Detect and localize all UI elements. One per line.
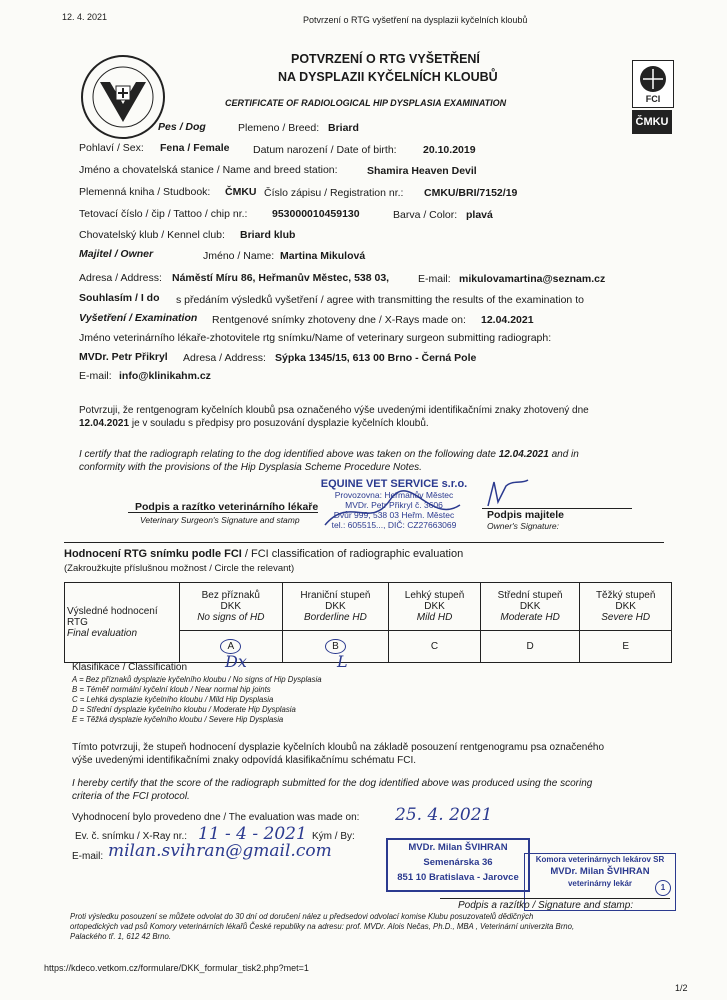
grade-d: D xyxy=(526,641,534,652)
col-header-a xyxy=(180,583,283,631)
xray-nr-value[interactable]: 11 - 4 - 2021 xyxy=(198,824,307,844)
grade-cell-b[interactable] xyxy=(282,631,389,663)
owner-section-heading: Majitel / Owner xyxy=(79,248,154,260)
evaluation-heading-rest: / FCI classification of radiographic evaluation xyxy=(244,548,464,560)
fci-logo-text: FCI xyxy=(645,94,661,104)
final-evaluation-rtg: RTG xyxy=(67,617,88,628)
xray-made-label: Rentgenové snímky zhotoveny dne / X-Rays made on: xyxy=(212,314,466,326)
fci-logo xyxy=(632,60,674,108)
grade-e: E xyxy=(622,641,630,652)
grade-cell-e[interactable] xyxy=(580,631,672,663)
evaluation-made-on-label: Vyhodnocení bylo provedeno dne / The evaluation was made on: xyxy=(72,812,360,823)
col-a-cz: Bez příznaků xyxy=(201,590,260,601)
evaluation-heading-bold: Hodnocení RTG snímku podle FCI xyxy=(64,548,242,560)
club-value: Briard klub xyxy=(240,229,296,241)
final-certify-cz-line2: výše uvedenými identifikačními znaky odpovídá klasifikačnímu schématu FCI. xyxy=(72,755,417,766)
evaluator-email-label: E-mail: xyxy=(72,851,104,862)
studbook-value: ČMKU xyxy=(225,186,257,198)
vet-stamp-line4: Dvůr 999, 538 03 Heřm. Městec xyxy=(333,510,455,520)
certify-en-line2: conformity with the provisions of the Hip Dysplasia Scheme Procedure Notes. xyxy=(79,462,422,473)
xray-nr-label: Ev. č. snímku / X-Ray nr.: xyxy=(75,831,188,842)
owner-name-value: Martina Mikulová xyxy=(280,250,366,262)
col-e-en: Severe HD xyxy=(601,612,651,623)
classification-item: E = Těžká dysplazie kyčelního kloubu / Severe Hip Dysplasia xyxy=(72,715,284,724)
sex-label: Pohlaví / Sex: xyxy=(79,142,144,154)
xray-made-date: 12.04.2021 xyxy=(481,314,534,326)
evaluator-signature-line xyxy=(440,898,670,899)
evaluation-divider xyxy=(64,542,664,543)
final-certify-en-line1: I hereby certify that the score of the radiograph submitted for the dog identified above was produced using the scoring xyxy=(72,778,593,789)
owner-email-value: mikulovamartina@seznam.cz xyxy=(459,273,606,285)
chip-label: Tetovací číslo / čip / Tattoo / chip nr.: xyxy=(79,208,248,220)
studbook-label: Plemenná kniha / Studbook: xyxy=(79,186,211,198)
club-label: Chovatelský klub / Kennel club: xyxy=(79,229,225,241)
owner-signature-scribble xyxy=(482,476,532,512)
col-header-b xyxy=(282,583,389,631)
owner-address-label: Adresa / Address: xyxy=(79,272,162,284)
consent-text: s předáním výsledků vyšetření / agree with transmitting the results of the examination to xyxy=(176,294,584,306)
evaluator-stamp-line1: MVDr. Milan ŠVIHRAN xyxy=(408,842,508,853)
appeal-footnote xyxy=(70,912,670,942)
appeal-footnote-line3: Palackého tř. 1, 612 42 Brno. xyxy=(70,932,171,941)
cmku-logo: ČMKU xyxy=(632,110,672,134)
col-c-cz: Lehký stupeň xyxy=(404,590,465,601)
evaluator-signature-label: Podpis a razítko / Signature and stamp: xyxy=(458,900,634,911)
certify-en-date: 12.04.2021 xyxy=(498,449,549,460)
vet-name-value: MVDr. Petr Přikryl xyxy=(79,351,168,363)
certify-en-text: I certify that the radiograph relating to the dog identified above was taken on the following date xyxy=(79,449,496,460)
dog-section-heading: Pes / Dog xyxy=(158,121,206,133)
col-d-en: Moderate HD xyxy=(500,612,560,623)
certify-cz-date: 12.04.2021 xyxy=(79,418,130,429)
appeal-footnote-line2: ortopedických vad psů Komory veterinárních lékařů České republiky na adresu: prof. MVDr. Alois Nečas, Ph.D., MBA , Veterinární univerzita Brno, xyxy=(70,922,575,931)
sk-stamp-line3: veterinárny lekár xyxy=(567,879,633,888)
final-evaluation-header xyxy=(65,583,180,663)
col-b-dkk: DKK xyxy=(325,601,346,612)
owner-signature-label-en: Owner's Signature: xyxy=(487,521,560,531)
breed-value: Briard xyxy=(328,122,359,134)
evaluator-stamp-line2: Semenárska 36 xyxy=(423,857,493,868)
vet-address-value: Sýpka 1345/15, 613 00 Brno - Černá Pole xyxy=(275,352,477,364)
evaluator-stamp-line3: 851 10 Bratislava - Jarovce xyxy=(397,872,519,883)
vet-name-label: Jméno veterinárního lékaře-zhotovitele rtg snímku/Name of veterinary surgeon submitting radiograph: xyxy=(79,332,552,344)
col-header-e xyxy=(580,583,672,631)
col-e-dkk: DKK xyxy=(615,601,636,612)
sk-stamp-line1: Komora veterinárnych lekárov SR xyxy=(535,855,665,864)
vet-stamp-line3: MVDr. Petr Přikryl č. 3606 xyxy=(345,500,443,510)
vet-email-label: E-mail: xyxy=(79,370,112,382)
handwritten-l: L xyxy=(337,652,348,671)
evaluation-heading xyxy=(64,548,463,560)
registration-label: Číslo zápisu / Registration nr.: xyxy=(264,187,404,199)
print-footer-url[interactable]: https://kdeco.vetkom.cz/formulare/DKK_formular_tisk2.php?met=1 xyxy=(44,963,309,973)
col-a-dkk: DKK xyxy=(220,601,242,612)
classification-list xyxy=(72,675,322,725)
print-header-title: Potvrzení o RTG vyšetření na dysplazii kyčelních kloubů xyxy=(303,15,528,25)
evaluation-made-on-value[interactable]: 25. 4. 2021 xyxy=(395,805,493,825)
dog-name-value: Shamira Heaven Devil xyxy=(367,165,477,177)
evaluation-table xyxy=(64,582,672,663)
col-a-en: No signs of HD xyxy=(197,612,265,623)
title-line1: POTVRZENÍ O RTG VYŠETŘENÍ xyxy=(291,52,480,66)
certify-cz-line2 xyxy=(79,418,429,429)
sk-stamp-line2: MVDr. Milan ŠVIHRAN xyxy=(550,866,650,877)
col-header-c xyxy=(389,583,481,631)
final-certify-cz-line1: Tímto potvrzuji, že stupeň hodnocení dysplazie kyčelních kloubů na základě posouzení rentgenogramu psa označeného xyxy=(72,742,605,753)
title-subtitle: CERTIFICATE OF RADIOLOGICAL HIP DYSPLASIA EXAMINATION xyxy=(225,98,507,108)
certify-cz-rest: je v souladu s předpisy pro posuzování dysplazie kyčelních kloubů. xyxy=(131,418,429,429)
evaluator-stamp xyxy=(386,838,530,892)
classification-item: A = Bez příznaků dysplazie kyčelního kloubu / No signs of Hip Dysplasia xyxy=(72,675,322,684)
exam-section-heading: Vyšetření / Examination xyxy=(79,312,198,324)
color-value: plavá xyxy=(466,209,493,221)
classification-item: C = Lehká dysplazie kyčelního kloubu / Mild Hip Dysplasia xyxy=(72,695,274,704)
appeal-footnote-line1: Proti výsledku posouzení se můžete odvolat do 30 dní od doručení nález u předsedovi odvolací komise Klubu posuzovatelů dědičných xyxy=(70,912,534,921)
col-b-en: Borderline HD xyxy=(304,612,367,623)
sk-stamp-number: 1 xyxy=(655,880,671,896)
vet-signature-scribble xyxy=(320,485,470,535)
dob-label: Datum narození / Date of birth: xyxy=(253,144,397,156)
col-header-d xyxy=(480,583,580,631)
sex-value: Fena / Female xyxy=(160,142,230,154)
print-page-number: 1/2 xyxy=(675,983,688,993)
color-label: Barva / Color: xyxy=(393,209,458,221)
cmku-round-logo xyxy=(78,52,168,142)
vet-stamp-line2: Provozovna: Heřmanův Městec xyxy=(334,490,454,500)
dog-name-label: Jméno a chovatelská stanice / Name and breed station: xyxy=(79,164,338,176)
certify-en-and: and in xyxy=(551,449,579,460)
title-line2: NA DYSPLAZII KYČELNÍCH KLOUBŮ xyxy=(278,70,498,84)
grade-a-circled: A xyxy=(220,639,241,654)
classification-item: B = Téměř normální kyčelní kloub / Near normal hip joints xyxy=(72,685,271,694)
consent-bold: Souhlasím / I do xyxy=(79,292,160,304)
owner-address-value: Náměstí Míru 86, Heřmanův Městec, 538 03, xyxy=(172,272,390,284)
grade-cell-d[interactable] xyxy=(480,631,580,663)
chip-value: 953000010459130 xyxy=(272,208,360,220)
final-evaluation-cz: Výsledné hodnocení xyxy=(67,606,158,617)
print-date: 12. 4. 2021 xyxy=(62,12,108,22)
certify-en-line1 xyxy=(79,449,579,460)
classification-item: D = Střední dysplazie kyčelního kloubu / Moderate Hip Dysplasia xyxy=(72,705,296,714)
col-e-cz: Těžký stupeň xyxy=(595,590,656,601)
final-certify-en-line2: criteria of the FCI protocol. xyxy=(72,791,190,802)
classification-heading: Klasifikace / Classification xyxy=(72,662,188,673)
owner-name-label: Jméno / Name: xyxy=(203,250,275,262)
grade-cell-c[interactable] xyxy=(389,631,481,663)
col-b-cz: Hraniční stupeň xyxy=(300,590,371,601)
final-evaluation-en: Final evaluation xyxy=(67,628,138,639)
breed-label: Plemeno / Breed: xyxy=(238,122,320,134)
col-c-en: Mild HD xyxy=(416,612,453,623)
vet-signature-label: Podpis a razítko veterinárního lékaře xyxy=(135,501,319,513)
evaluator-email-value[interactable]: milan.svihran@gmail.com xyxy=(108,841,332,861)
col-d-cz: Střední stupeň xyxy=(497,590,563,601)
vet-address-label: Adresa / Address: xyxy=(183,352,266,364)
owner-signature-label: Podpis majitele xyxy=(487,509,565,521)
by-label: Kým / By: xyxy=(312,831,355,842)
grade-c: C xyxy=(430,641,439,652)
col-d-dkk: DKK xyxy=(519,601,541,612)
owner-email-label: E-mail: xyxy=(418,273,451,285)
vet-signature-label-en: Veterinary Surgeon's Signature and stamp xyxy=(140,515,300,525)
registration-value: CMKU/BRI/7152/19 xyxy=(424,187,518,199)
certify-cz-line1: Potvrzuji, že rentgenogram kyčelních kloubů psa označeného výše uvedenými identifikačními znaky zhotovený dne xyxy=(79,405,589,416)
evaluation-instruction: (Zakroužkujte příslušnou možnost / Circle the relevant) xyxy=(64,563,295,574)
vet-stamp-line5: tel.: 605515..., DIČ: CZ27663069 xyxy=(331,520,457,530)
dob-value: 20.10.2019 xyxy=(423,144,476,156)
grade-b-circled: B xyxy=(325,639,346,654)
col-c-dkk: DKK xyxy=(424,601,445,612)
handwritten-dx: Dx xyxy=(225,652,247,671)
vet-stamp-line1: EQUINE VET SERVICE s.r.o. xyxy=(320,478,468,490)
vet-email-value: info@klinikahm.cz xyxy=(119,370,211,382)
